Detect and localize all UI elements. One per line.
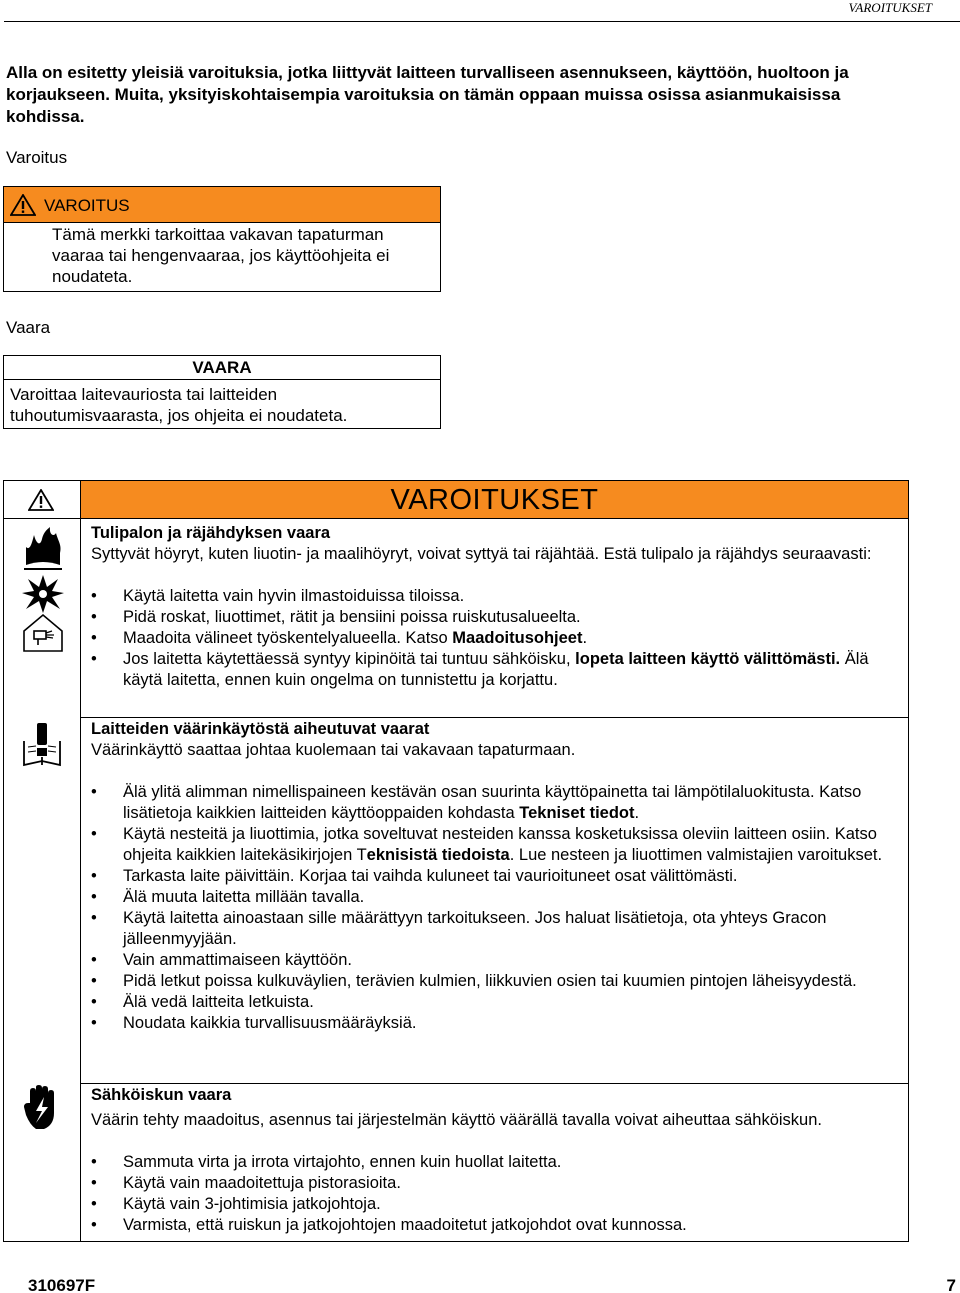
list-item: • Tarkasta laite päivittäin. Korjaa tai vaihda kuluneet tai vaurioituneet osat välittömästi. (91, 866, 901, 887)
list-item: • Käytä nesteitä ja liuottimia, jotka soveltuvat nesteiden kanssa kosketuksissa oleviin laitteen osiin. Katso ohjeita kaikkien laitekäsikirjojen Teknisistä tiedoista. Lue nesteen ja liuottimen valmistajien varoitukset. (91, 824, 901, 866)
varoitus-title: Varoitus (6, 148, 68, 167)
vaara-box-label: VAARA (4, 356, 440, 380)
fire-hazard-icon (22, 525, 64, 571)
shock-list (91, 1152, 901, 1236)
list-item: • Käytä vain 3-johtimisia jatkojohtoja. (91, 1194, 901, 1215)
explosion-hazard-icon (20, 573, 66, 615)
running-header: VAROITUKSET (848, 0, 932, 15)
header-rule (4, 21, 960, 22)
list-item: • Älä vedä laitteita letkuista. (91, 992, 901, 1013)
varoitus-box-text: Tämä merkki tarkoittaa vakavan tapaturman vaaraa tai hengenvaaraa, jos käyttöohjeita ei noudateta. (52, 225, 390, 286)
document-number: 310697F (28, 1276, 96, 1293)
fire-list (91, 586, 901, 691)
row-divider (80, 717, 908, 718)
varoitus-box-label: VAROITUS (44, 196, 130, 215)
list-item: • Vain ammattimaiseen käyttöön. (91, 950, 901, 971)
table-header-icon-cell (4, 481, 80, 519)
warning-triangle-icon (28, 489, 54, 511)
page-number: 7 (946, 1276, 956, 1293)
misuse-list (91, 782, 901, 1034)
intro-paragraph: Alla on esitetty yleisiä varoituksia, jotka liittyvät laitteen turvalliseen asennukseen, käyttöön, huoltoon ja korjaukseen. Muita, yksityiskohtaisempia varoituksia on tämän oppaan muissa osissa asianmukaisissa kohdissa. (6, 63, 849, 126)
list-item: • Varmista, että ruiskun ja jatkojohtojen maadoitetut jatkojohdot ovat kunnossa. (91, 1215, 901, 1236)
list-item: • Älä muuta laitetta millään tavalla. (91, 887, 901, 908)
electric-shock-icon (22, 1085, 62, 1131)
list-item: • Älä ylitä alimman nimellispaineen kestävän osan suurinta käyttöpainetta tai lämpötilaluokitusta. Katso lisätietoja kaikkien laitteiden käyttöoppaiden kohdasta Tekniset tiedot. (91, 782, 901, 824)
fire-title: Tulipalon ja räjähdyksen vaara (91, 524, 331, 542)
shock-section (91, 1085, 901, 1236)
fire-text: Syttyvät höyryt, kuten liuotin- ja maalihöyryt, voivat syttyä tai räjähtää. Estä tulipalo ja räjähdys seuraavasti: (91, 545, 872, 563)
vaara-box (3, 355, 441, 429)
list-item: • Maadoita välineet työskentelyalueella. Katso Maadoitusohjeet. (91, 628, 901, 649)
row-divider (80, 1083, 908, 1084)
varoitus-box (3, 186, 441, 292)
list-item: • Pidä letkut poissa kulkuväylien, terävien kulmien, liikkuvien osien tai kuumien pintojen läheisyydestä. (91, 971, 901, 992)
no-spray-ventilation-icon (20, 611, 66, 655)
warning-triangle-icon (10, 194, 36, 216)
misuse-title: Laitteiden väärinkäytöstä aiheutuvat vaarat (91, 720, 430, 738)
misuse-text: Väärinkäyttö saattaa johtaa kuolemaan tai vakavaan tapaturmaan. (91, 741, 576, 759)
shock-text: Väärin tehty maadoitus, asennus tai järjestelmän käyttö väärällä tavalla voivat aiheuttaa sähköiskun. (91, 1111, 822, 1129)
misuse-section (91, 719, 901, 1034)
list-item: • Käytä vain maadoitettuja pistorasioita. (91, 1173, 901, 1194)
shock-title: Sähköiskun vaara (91, 1086, 232, 1104)
fire-section (91, 523, 901, 691)
list-item: • Jos laitetta käytettäessä syntyy kipinöitä tai tuntuu sähköisku, lopeta laitteen käyttö välittömästi. Älä käytä laitetta, ennen kuin ongelma on tunnistettu ja korjattu. (91, 649, 901, 691)
read-manual-warning-icon (20, 721, 64, 767)
list-item: • Noudata kaikkia turvallisuusmääräyksiä. (91, 1013, 901, 1034)
list-item: • Käytä laitetta ainoastaan sille määrättyyn tarkoitukseen. Jos haluat lisätietoja, ota yhteys Gracon jälleenmyyjään. (91, 908, 901, 950)
warnings-table (3, 480, 909, 1242)
table-column-divider (80, 481, 81, 1241)
list-item: • Käytä laitetta vain hyvin ilmastoiduissa tiloissa. (91, 586, 901, 607)
table-title: VAROITUKSET (81, 481, 908, 519)
vaara-box-text: Varoittaa laitevauriosta tai laitteiden tuhoutumisvaarasta, jos ohjeita ei noudateta. (10, 385, 348, 425)
list-item: • Pidä roskat, liuottimet, rätit ja bensiini poissa ruiskutusalueelta. (91, 607, 901, 628)
list-item: • Sammuta virta ja irrota virtajohto, ennen kuin huollat laitetta. (91, 1152, 901, 1173)
vaara-title: Vaara (6, 318, 51, 337)
varoitus-box-header (4, 187, 440, 223)
